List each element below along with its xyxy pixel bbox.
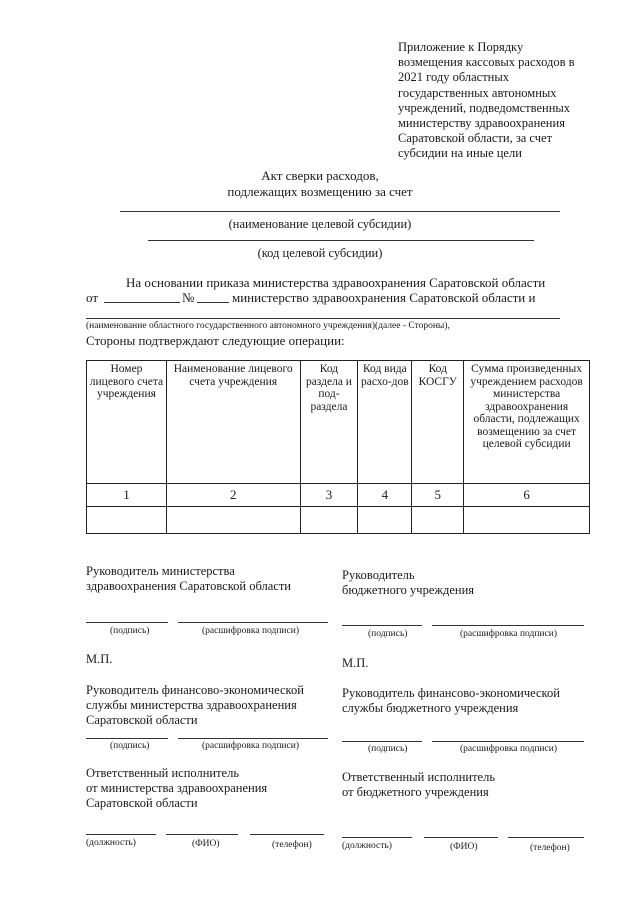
signature-decode-line — [178, 738, 328, 739]
table-row — [87, 507, 590, 534]
appendix-line: учреждений, подведомственных — [398, 100, 571, 115]
appendix-line: государственных автономных — [398, 85, 557, 100]
appendix-line: субсидии на иные цели — [398, 146, 522, 161]
basis-number-sign: № — [182, 290, 195, 305]
ministry-finance-head-label — [86, 683, 304, 728]
header-account-name: Наименование лицевого счета учреждения — [166, 361, 300, 484]
ministry-head-label — [86, 564, 291, 594]
signature-decode-line — [432, 741, 584, 742]
appendix-line: возмещения кассовых расходов в — [398, 55, 575, 70]
document-subtitle: подлежащих возмещению за счет — [227, 184, 413, 199]
column-number: 3 — [300, 484, 358, 507]
column-number: 5 — [412, 484, 464, 507]
subsidy-code-caption: (код целевой субсидии) — [257, 246, 383, 260]
signature-decode-caption: (расшифровка подписи) — [202, 626, 299, 636]
position-caption: (должность) — [342, 841, 392, 851]
signature-caption: (подпись) — [368, 744, 408, 754]
phone-line — [508, 837, 584, 838]
institution-line — [86, 318, 560, 319]
header-kosgu-code: Код КОСГУ — [412, 361, 464, 484]
column-number: 1 — [87, 484, 167, 507]
label-line: службы министерства здравоохранения — [86, 698, 297, 712]
position-line — [342, 837, 412, 838]
institution-executor-label — [342, 770, 495, 800]
appendix-note — [398, 40, 598, 162]
label-line: от бюджетного учреждения — [342, 785, 489, 799]
appendix-line: Саратовской области, за счет — [398, 131, 553, 146]
name-line — [166, 834, 238, 835]
signature-caption: (подпись) — [110, 741, 150, 751]
table-cell — [87, 507, 167, 534]
label-line: Руководитель министерства — [86, 564, 235, 578]
institution-caption: (наименование областного государственного автономного учреждения)(далее - Стороны), — [86, 321, 450, 331]
stamp-place-left: М.П. — [86, 652, 113, 666]
table-header-row — [87, 361, 590, 484]
signature-decode-line — [178, 622, 328, 623]
appendix-line: Приложение к Порядку — [398, 40, 524, 54]
label-line: Ответственный исполнитель — [342, 770, 496, 784]
position-caption: (должность) — [86, 838, 136, 848]
table-cell — [166, 507, 300, 534]
basis-from: от — [86, 290, 99, 305]
signature-decode-caption: (расшифровка подписи) — [460, 629, 557, 639]
signature-line — [86, 622, 168, 623]
label-line: здравоохранения Саратовской области — [86, 579, 291, 593]
column-number: 2 — [166, 484, 300, 507]
appendix-line: 2021 году областных — [398, 70, 509, 85]
phone-caption: (телефон) — [272, 840, 312, 850]
appendix-line: министерству здравоохранения — [398, 116, 565, 131]
signature-line — [86, 738, 168, 739]
label-line: службы бюджетного учреждения — [342, 701, 519, 715]
table-row — [87, 484, 590, 507]
header-expense-type-code: Код вида расхо-дов — [358, 361, 412, 484]
confirm-text: Стороны подтверждают следующие операции: — [86, 333, 345, 348]
signature-caption: (подпись) — [110, 626, 150, 636]
header-section-code: Код раздела и под-раздела — [300, 361, 358, 484]
document-title: Акт сверки расходов, — [261, 168, 379, 183]
table-cell — [464, 507, 590, 534]
column-number: 6 — [464, 484, 590, 507]
label-line: Ответственный исполнитель — [86, 766, 240, 780]
signature-decode-caption: (расшифровка подписи) — [202, 741, 299, 751]
ministry-executor-label — [86, 766, 267, 811]
basis-line: На основании приказа министерства здравоохранения Саратовской области — [126, 275, 546, 290]
signature-decode-line — [432, 625, 584, 626]
institution-head-label — [342, 568, 474, 598]
table-cell — [358, 507, 412, 534]
basis-line-rest: министерство здравоохранения Саратовской области и — [232, 290, 536, 305]
order-number-line — [197, 302, 229, 303]
table-cell — [412, 507, 464, 534]
signature-line — [342, 741, 422, 742]
signature-decode-caption: (расшифровка подписи) — [460, 744, 557, 754]
name-caption: (ФИО) — [192, 839, 220, 849]
table-cell — [300, 507, 358, 534]
subsidy-code-line — [148, 240, 534, 241]
signature-caption: (подпись) — [368, 629, 408, 639]
name-line — [424, 837, 498, 838]
label-line: Руководитель финансово-экономической — [86, 683, 304, 697]
subsidy-name-caption: (наименование целевой субсидии) — [228, 217, 412, 231]
label-line: Саратовской области — [86, 713, 198, 727]
phone-caption: (телефон) — [530, 843, 570, 853]
label-line: Руководитель — [342, 568, 415, 582]
subsidy-name-line — [120, 211, 560, 212]
phone-line — [250, 834, 324, 835]
name-caption: (ФИО) — [450, 842, 478, 852]
label-line: Руководитель финансово-экономической — [342, 686, 560, 700]
operations-table — [86, 360, 590, 534]
label-line: бюджетного учреждения — [342, 583, 475, 597]
signature-line — [342, 625, 422, 626]
institution-finance-head-label — [342, 686, 560, 716]
position-line — [86, 834, 156, 835]
header-account-number: Номер лицевого счета учреждения — [87, 361, 167, 484]
header-amount: Сумма произведенных учреждением расходов министерства здравоохранения области, подлежащих возмещению за счет целевой субсидии — [464, 361, 590, 484]
column-number: 4 — [358, 484, 412, 507]
label-line: Саратовской области — [86, 796, 198, 810]
label-line: от министерства здравоохранения — [86, 781, 268, 795]
order-date-line — [104, 302, 180, 303]
stamp-place-right: М.П. — [342, 656, 369, 670]
